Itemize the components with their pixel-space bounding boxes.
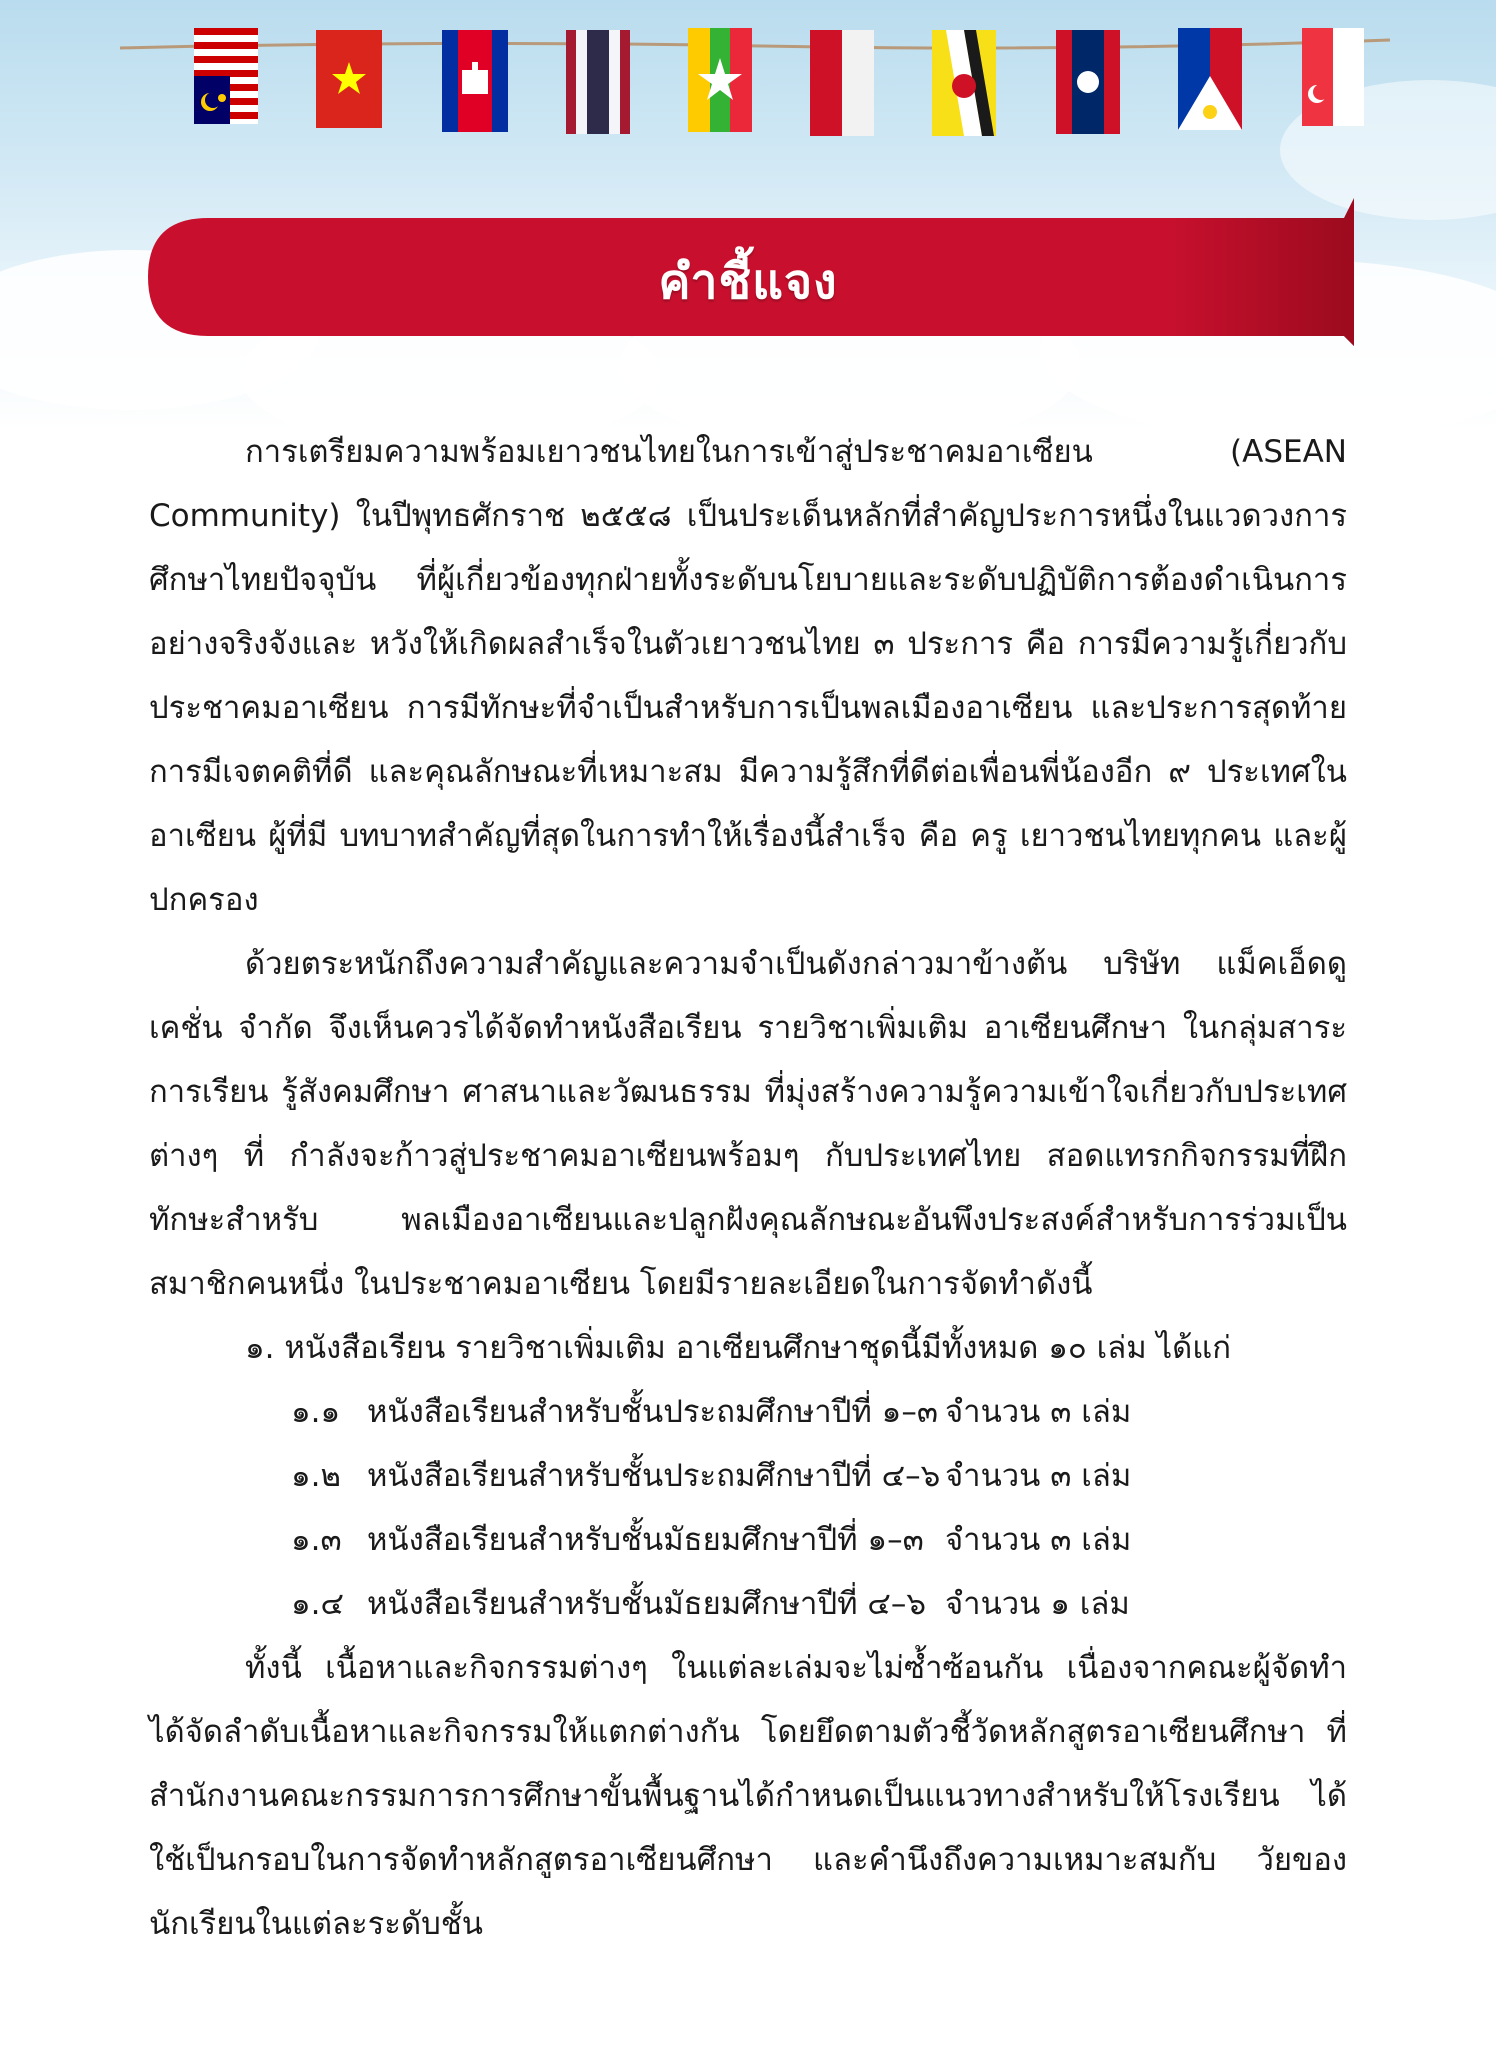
list-heading: ๑. หนังสือเรียน รายวิชาเพิ่มเติม อาเซียนศึกษาชุดนี้มีทั้งหมด ๑๐ เล่ม ได้แก่ <box>245 1330 1232 1366</box>
list-item-count: จำนวน ๓ เล่ม <box>945 1522 1132 1558</box>
list-item-text: หนังสือเรียนสำหรับชั้นประถมศึกษาปีที่ ๑–๓ <box>367 1394 939 1430</box>
list-item-text: หนังสือเรียนสำหรับชั้นมัธยมศึกษาปีที่ ๑–๓ <box>367 1522 924 1558</box>
list-item-count: จำนวน ๓ เล่ม <box>945 1394 1132 1430</box>
list-item-count: จำนวน ๓ เล่ม <box>945 1458 1132 1494</box>
singapore-flag-icon <box>1302 28 1364 126</box>
title-banner <box>148 196 1360 346</box>
thailand-flag-icon <box>566 30 630 134</box>
main-content <box>149 420 1347 1956</box>
list-item-text: หนังสือเรียนสำหรับชั้นมัธยมศึกษาปีที่ ๔–๖ <box>367 1586 927 1622</box>
cambodia-flag-icon <box>442 30 508 132</box>
vietnam-flag-icon <box>316 30 382 128</box>
list-item-number: ๑.๒ <box>291 1458 341 1494</box>
brunei-flag-icon <box>932 30 996 136</box>
malaysia-flag-icon <box>194 28 258 124</box>
list-item <box>149 1444 1347 1508</box>
philippines-flag-icon <box>1178 28 1242 130</box>
paragraph-purpose-text: ด้วยตระหนักถึงความสำคัญและความจำเป็นดังกล่าวมาข้างต้น บริษัท แม็คเอ็ดดูเคชั่น จำกัด จึงเห็นควรได้จัดทำหนังสือเรียน รายวิชาเพิ่มเติม อาเซียนศึกษา ในกลุ่มสาระการเรียน รู้สังคมศึกษา ศาสนาและวัฒนธรรม ที่มุ่งสร้างความรู้ความเข้าใจเกี่ยวกับประเทศต่างๆ ที่ กำลังจะก้าวสู่ประชาคมอาเซียนพร้อมๆ กับประเทศไทย สอดแทรกกิจกรรมที่ฝึกทักษะสำหรับ พลเมืองอาเซียนและปลูกฝังคุณลักษณะอันพึงประสงค์สำหรับการร่วมเป็นสมาชิกคนหนึ่ง ในประชาคมอาเซียน โดยมีรายละเอียดในการจัดทำดังนี้ <box>149 946 1347 1302</box>
list-item-number: ๑.๔ <box>291 1586 344 1622</box>
laos-flag-icon <box>1056 30 1120 134</box>
myanmar-flag-icon <box>688 28 752 132</box>
indonesia-flag-icon <box>810 30 874 136</box>
paragraph-purpose <box>149 932 1347 1316</box>
list-item <box>149 1380 1347 1444</box>
list-item-text: หนังสือเรียนสำหรับชั้นประถมศึกษาปีที่ ๔–๖ <box>367 1458 941 1494</box>
paragraph-intro <box>149 420 1347 932</box>
list-item <box>149 1508 1347 1572</box>
list-item-number: ๑.๓ <box>291 1522 342 1558</box>
list-item-count: จำนวน ๑ เล่ม <box>945 1586 1130 1622</box>
paragraph-closing-text: ทั้งนี้ เนื้อหาและกิจกรรมต่างๆ ในแต่ละเล่มจะไม่ซ้ำซ้อนกัน เนื่องจากคณะผู้จัดทำ ได้จัดลำดับเนื้อหาและกิจกรรมให้แตกต่างกัน โดยยึดตามตัวชี้วัดหลักสูตรอาเซียนศึกษา ที่สำนักงานคณะกรรมการการศึกษาขั้นพื้นฐานได้กำหนดเป็นแนวทางสำหรับให้โรงเรียน ได้ใช้เป็นกรอบในการจัดทำหลักสูตรอาเซียนศึกษา และคำนึงถึงความเหมาะสมกับ วัยของนักเรียนในแต่ละระดับชั้น <box>149 1650 1347 1942</box>
paragraph-intro-text: การเตรียมความพร้อมเยาวชนไทยในการเข้าสู่ประชาคมอาเซียน (ASEAN Community) ในปีพุทธศักราช ๒๕๕๘ เป็นประเด็นหลักที่สำคัญประการหนึ่งในแวดวงการศึกษาไทยปัจจุบัน ที่ผู้เกี่ยวข้องทุกฝ่ายทั้งระดับนโยบายและระดับปฏิบัติการต้องดำเนินการอย่างจริงจังและ หวังให้เกิดผลสำเร็จในตัวเยาวชนไทย ๓ ประการ คือ การมีความรู้เกี่ยวกับประชาคมอาเซียน การมีทักษะที่จำเป็นสำหรับการเป็นพลเมืองอาเซียน และประการสุดท้าย การมีเจตคติที่ดี และคุณลักษณะที่เหมาะสม มีความรู้สึกที่ดีต่อเพื่อนพี่น้องอีก ๙ ประเทศในอาเซียน ผู้ที่มี บทบาทสำคัญที่สุดในการทำให้เรื่องนี้สำเร็จ คือ ครู เยาวชนไทยทุกคน และผู้ปกครอง <box>149 434 1347 918</box>
page-title: คำชี้แจง <box>658 254 838 310</box>
list-item <box>149 1572 1347 1636</box>
list-item-number: ๑.๑ <box>291 1394 341 1430</box>
paragraph-closing <box>149 1636 1347 1956</box>
